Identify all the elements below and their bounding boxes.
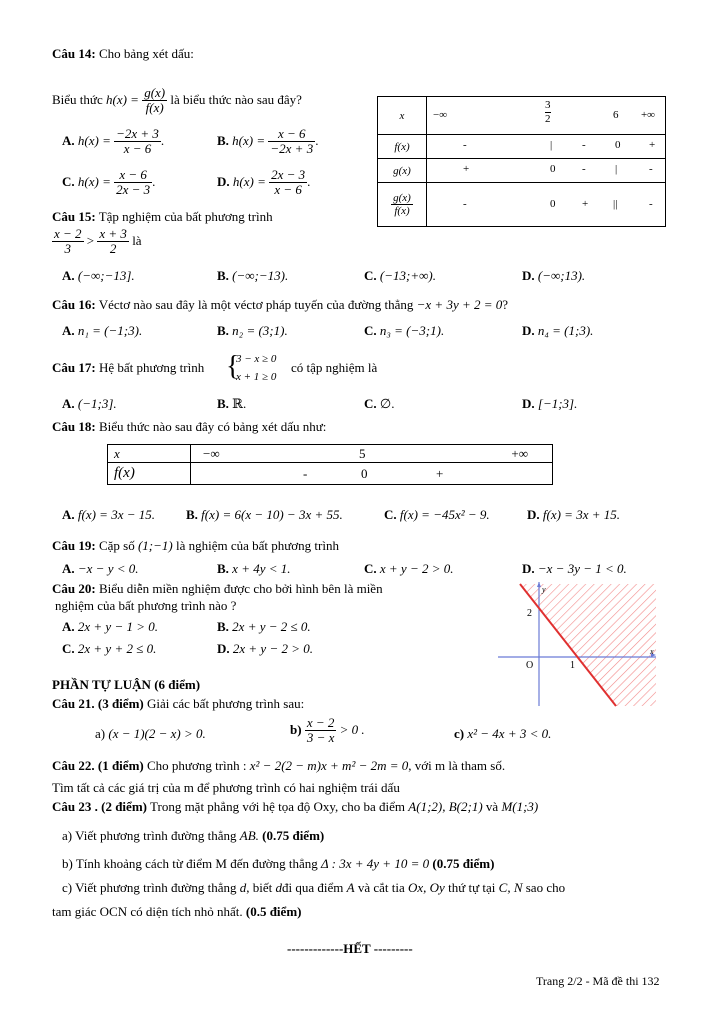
q17-post: có tập nghiệm là	[291, 360, 378, 375]
table-header-values: −∞ 3 2 6 +∞	[427, 97, 666, 135]
q17-system: 3 − x ≥ 0 x + 1 ≥ 0	[236, 353, 277, 383]
q18-option-b[interactable]: B. f(x) = 6(x − 10) − 3x + 55.	[186, 507, 343, 522]
q15-option-d[interactable]: D. (−∞;13).	[522, 268, 586, 283]
row-values-f: - 0 +	[191, 463, 553, 485]
x-axis-label: x	[650, 647, 654, 656]
q18-heading: Câu 18: Biểu thức nào sau đây có bảng xét dấu như:	[52, 419, 327, 434]
q15-heading: Câu 15: Tập nghiệm của bất phương trình	[52, 209, 273, 224]
row-values-g: + 0 - | -	[427, 159, 666, 183]
q22-heading: Câu 22. (1 điểm) Cho phương trình : x² − 2(2 − m)x + m² − 2m = 0, với m là tham số.	[52, 758, 506, 773]
q23-b: b) Tính khoảng cách từ điểm M đến đường thẳng Δ : 3x + 4y + 10 = 0 (0.75 điểm)	[62, 856, 495, 871]
q14-option-a[interactable]: A. h(x) = $\frac{-2x + 3}{x - 6}$ .	[62, 126, 165, 157]
row-label-f: f(x)	[108, 463, 191, 485]
q20-option-c[interactable]: C. 2x + y + 2 ≤ 0.	[62, 641, 157, 656]
q18-sign-table	[107, 444, 553, 485]
q15-option-a[interactable]: A. (−∞;−13].	[62, 268, 135, 283]
q18-option-c[interactable]: C. f(x) = −45x² − 9.	[384, 507, 490, 522]
q21-a: a) (x − 1)(2 − x) > 0.	[95, 726, 206, 741]
q20-heading-line2: nghiệm của bất phương trình nào ?	[55, 598, 237, 613]
q20-option-a[interactable]: A. 2x + y − 1 > 0.	[62, 619, 158, 634]
row-label-f: f(x)	[378, 135, 427, 159]
page-footer: Trang 2/2 - Mã đề thi 132	[536, 974, 660, 988]
q17-brace: {	[226, 351, 240, 382]
q16-option-d[interactable]: D. n₄ = (1;3).	[522, 323, 594, 338]
q20-option-d[interactable]: D. 2x + y − 2 > 0.	[217, 641, 313, 656]
q22-line2: Tìm tất cả các giá trị của m để phương trình có hai nghiệm trái dấu	[52, 780, 400, 795]
q23-c-line2: tam giác OCN có diện tích nhỏ nhất. (0.5 điểm)	[52, 904, 302, 919]
part2-title: PHẦN TỰ LUẬN (6 điểm)	[52, 677, 201, 692]
q17-option-a[interactable]: A. (−1;3].	[62, 396, 117, 411]
q19-heading: Câu 19: Cặp số (1;−1) là nghiệm của bất phương trình	[52, 538, 339, 553]
q16-option-b[interactable]: B. n₂ = (3;1).	[217, 323, 288, 338]
q19-option-c[interactable]: C. x + y − 2 > 0.	[364, 561, 454, 576]
q18-option-d[interactable]: D. f(x) = 3x + 15.	[527, 507, 620, 522]
q21-c: c) x² − 4x + 3 < 0.	[454, 726, 552, 741]
q20-region-graph	[496, 580, 660, 708]
q17-option-d[interactable]: D. [−1;3].	[522, 396, 578, 411]
q15-inequality: $\frac{x - 2}{3}$ > $\frac{x + 3}{2}$ là	[54, 226, 142, 257]
q14-option-b[interactable]: B. h(x) = $\frac{x - 6}{-2x + 3}$ .	[217, 126, 319, 157]
q19-option-d[interactable]: D. −x − 3y − 1 < 0.	[522, 561, 627, 576]
q20-option-b[interactable]: B. 2x + y − 2 ≤ 0.	[217, 619, 311, 634]
q17-heading: Câu 17: Hệ bất phương trình	[52, 360, 205, 375]
q14-option-c[interactable]: C. h(x) = $\frac{x - 6}{2x - 3}$ .	[62, 167, 156, 198]
y-axis-label: y	[542, 585, 546, 594]
q19-option-b[interactable]: B. x + 4y < 1.	[217, 561, 291, 576]
q21-heading: Câu 21. (3 điểm) Giải các bất phương trình sau:	[52, 696, 305, 711]
q16-option-c[interactable]: C. n₃ = (−3;1).	[364, 323, 445, 338]
table-header-x: x	[378, 97, 427, 135]
q23-c: c) Viết phương trình đường thẳng d, biết dđi qua điểm A và cắt tia Ox, Oy thứ tự tại C, N sao cho	[62, 880, 566, 895]
x-tick-label: 1	[570, 660, 575, 671]
q16-option-a[interactable]: A. n₁ = (−1;3).	[62, 323, 143, 338]
q19-option-a[interactable]: A. −x − y < 0.	[62, 561, 139, 576]
row-values-f: - | - 0 +	[427, 135, 666, 159]
q17-option-b[interactable]: B. ℝ.	[217, 396, 247, 411]
y-tick-label: 2	[527, 608, 532, 619]
row-values-g-over-f: - 0 + || -	[427, 183, 666, 227]
q14-option-d[interactable]: D. h(x) = $\frac{2x - 3}{x - 6}$ .	[217, 167, 311, 198]
table-header-x: x	[108, 445, 191, 463]
table-header-values: −∞ 5 +∞	[191, 445, 553, 463]
q17-option-c[interactable]: C. ∅.	[364, 396, 395, 411]
q20-heading: Câu 20: Biểu diễn miền nghiệm được cho bởi hình bên là miền	[52, 581, 383, 596]
q14-sign-table	[377, 96, 666, 227]
q15-option-b[interactable]: B. (−∞;−13).	[217, 268, 289, 283]
q23-heading: Câu 23 . (2 điểm) Trong mặt phẳng với hệ tọa độ Oxy, cho ba điểm A(1;2), B(2;1) và M(1;3)	[52, 799, 539, 814]
q23-a: a) Viết phương trình đường thẳng AB. (0.75 điểm)	[62, 828, 325, 843]
origin-label: O	[526, 660, 534, 671]
q14-prompt: Biểu thức h(x) = $\frac{g(x)}{f(x)}$ là biểu thức nào sau đây?	[52, 85, 302, 116]
q15-option-c[interactable]: C. (−13;+∞).	[364, 268, 436, 283]
end-marker: -------------HẾT ---------	[287, 941, 413, 956]
q16-heading: Câu 16: Véctơ nào sau đây là một véctơ pháp tuyến của đường thẳng −x + 3y + 2 = 0?	[52, 297, 509, 312]
row-label-g: g(x)	[378, 159, 427, 183]
q18-option-a[interactable]: A. f(x) = 3x − 15.	[62, 507, 155, 522]
hatched-region	[496, 580, 660, 708]
q14-heading: Câu 14: Cho bảng xét dấu:	[52, 46, 194, 61]
row-label-g-over-f: $\frac{g(x)}{f(x)}$	[378, 183, 427, 227]
q21-b: b) $\frac{x - 2}{3 - x}$ > 0 .	[290, 715, 365, 746]
